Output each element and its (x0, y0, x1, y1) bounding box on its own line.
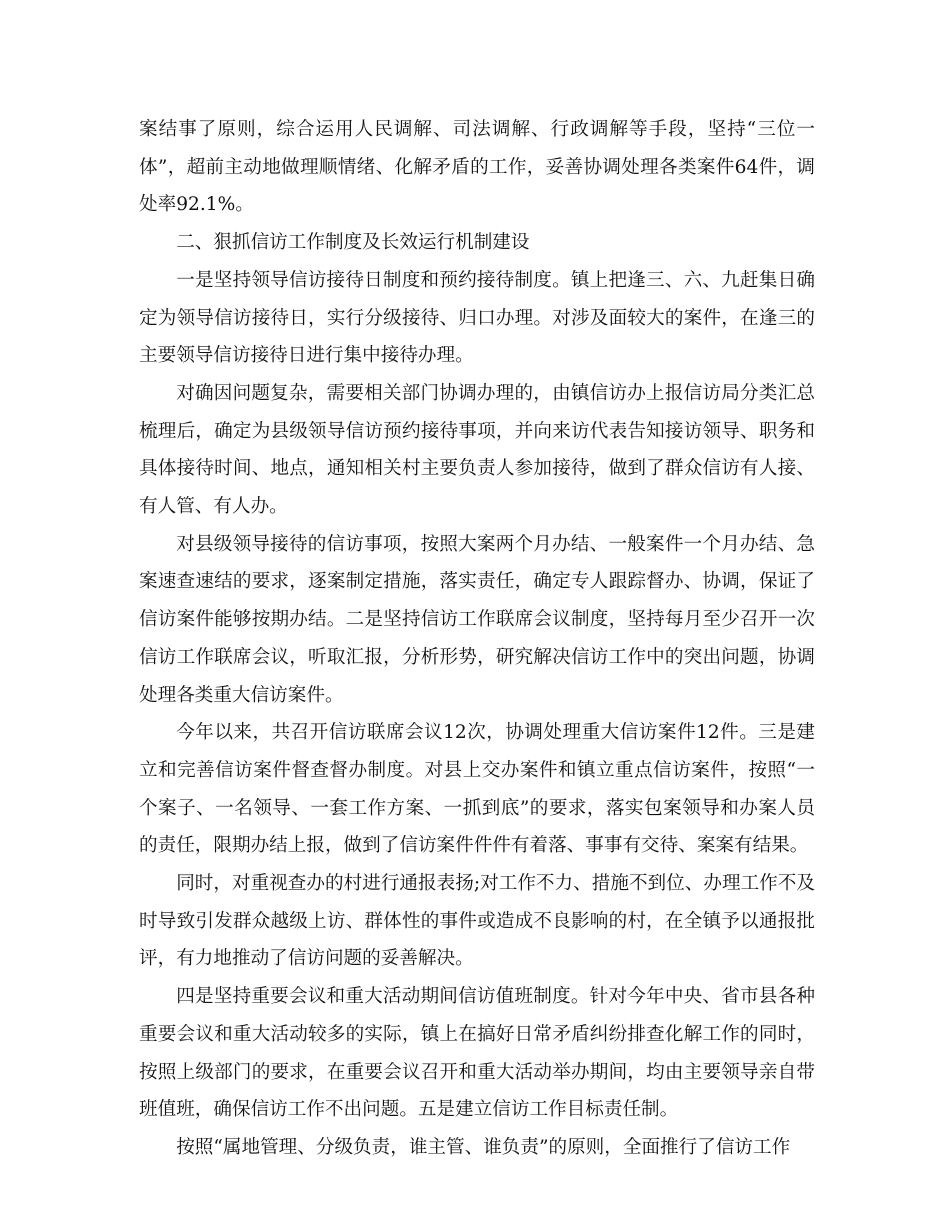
paragraph-9: 按照“属地管理、分级负责，谁主管、谁负责”的原则，全面推行了信访工作 (176, 1136, 791, 1158)
paragraph-1: 案结事了原则，综合运用人民调解、司法调解、行政调解等手段，坚持“三位一体”，超前主动地做理顺情绪、化解矛盾的工作，妥善协调处理各类案件64件，调处率92.1%。 (139, 119, 815, 216)
paragraph-4: 对确因问题复杂，需要相关部门协调办理的，由镇信访办上报信访局分类汇总梳理后，确定为县级领导信访预约接待事项，并向来访代表告知接访领导、职务和具体接待时间、地点，通知相关村主要负责人参加接待，做到了群众信访有人接、有人管、有人办。 (139, 382, 815, 518)
paragraph-7: 同时，对重视查办的村进行通报表扬;对工作不力、措施不到位、办理工作不及时导致引发群众越级上访、群体性的事件或造成不良影响的村，在全镇予以通报批评，有力地推动了信访问题的妥善解决。 (139, 873, 815, 970)
paragraph-6: 今年以来，共召开信访联席会议12次，协调处理重大信访案件12件。三是建立和完善信访案件督查督办制度。对县上交办案件和镇立重点信访案件，按照“一个案子、一名领导、一套工作方案、一抓到底”的要求，落实包案领导和办案人员的责任，限期办结上报，做到了信访案件件件有着落、事事有交待、案案有结果。 (139, 722, 815, 857)
paragraph-8: 四是坚持重要会议和重大活动期间信访值班制度。针对今年中央、省市县各种重要会议和重大活动较多的实际，镇上在搞好日常矛盾纠纷排查化解工作的同时，按照上级部门的要求，在重要会议召开和重大活动举办期间，均由主要领导亲自带班值班，确保信访工作不出问题。五是建立信访工作目标责任制。 (139, 986, 815, 1121)
paragraph-3: 一是坚持领导信访接待日制度和预约接待制度。镇上把逢三、六、九赶集日确定为领导信访接待日，实行分级接待、归口办理。对涉及面较大的案件，在逢三的主要领导信访接待日进行集中接待办理。 (139, 269, 815, 367)
section-heading: 二、狠抓信访工作制度及长效运行机制建设 (176, 232, 530, 254)
document-body (139, 111, 815, 1167)
paragraph-5: 对县级领导接待的信访事项，按照大案两个月办结、一般案件一个月办结、急案速查速结的要求，逐案制定措施，落实责任，确定专人跟踪督办、协调，保证了信访案件能够按期办结。二是坚持信访工作联席会议制度，坚持每月至少召开一次信访工作联席会议，听取汇报，分析形势，研究解决信访工作中的突出问题，协调处理各类重大信访案件。 (139, 533, 815, 706)
